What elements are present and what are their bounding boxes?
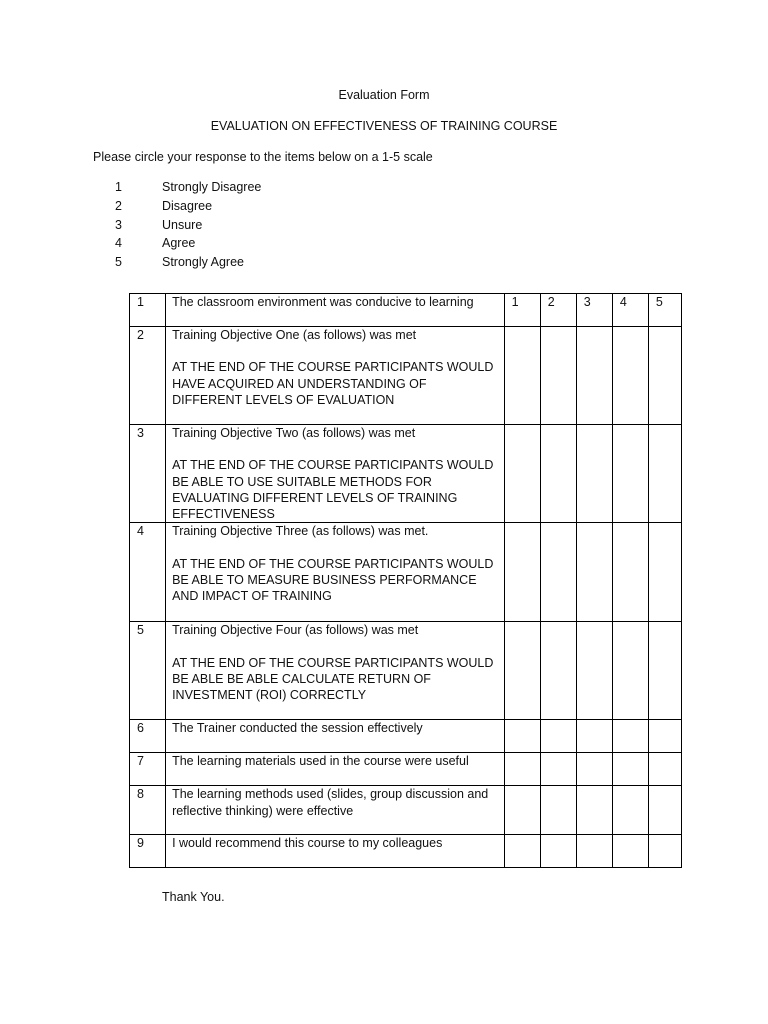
- scale-value: 4: [115, 236, 122, 251]
- rating-cell[interactable]: [504, 720, 540, 753]
- rating-cell[interactable]: [612, 425, 648, 523]
- item-number: 4: [130, 523, 166, 622]
- rating-cell[interactable]: [648, 523, 681, 622]
- item-statement-cell: [166, 753, 505, 786]
- rating-header-4[interactable]: 4: [612, 294, 648, 327]
- rating-cell[interactable]: [576, 622, 612, 720]
- scale-row: [115, 236, 261, 255]
- rating-header-5[interactable]: 5: [648, 294, 681, 327]
- rating-cell[interactable]: [648, 425, 681, 523]
- closing-text: Thank You.: [162, 890, 225, 904]
- rating-cell[interactable]: [648, 835, 681, 868]
- scale-label: Agree: [162, 236, 196, 251]
- rating-cell[interactable]: [504, 327, 540, 425]
- rating-cell[interactable]: [612, 327, 648, 425]
- item-statement: Training Objective Three (as follows) was met.: [172, 524, 429, 539]
- table-row: [130, 720, 682, 753]
- item-statement-cell: [166, 327, 505, 425]
- table-row: [130, 835, 682, 868]
- item-objective: AT THE END OF THE COURSE PARTICIPANTS WOULD BE ABLE TO MEASURE BUSINESS PERFORMANCE AND IMPACT OF TRAINING: [172, 556, 494, 604]
- item-statement-cell: [166, 835, 505, 868]
- item-statement-cell: [166, 425, 505, 523]
- rating-cell[interactable]: [540, 753, 576, 786]
- table-row: [130, 327, 682, 425]
- item-objective: AT THE END OF THE COURSE PARTICIPANTS WOULD BE ABLE TO USE SUITABLE METHODS FOR EVALUATING DIFFERENT LEVELS OF TRAINING EFFECTIVENESS: [172, 458, 494, 522]
- item-number: 7: [130, 753, 166, 786]
- rating-cell[interactable]: [540, 720, 576, 753]
- item-number: 9: [130, 835, 166, 868]
- scale-value: 3: [115, 217, 122, 232]
- rating-cell[interactable]: [648, 720, 681, 753]
- rating-cell[interactable]: [576, 327, 612, 425]
- rating-cell[interactable]: [576, 523, 612, 622]
- item-statement: Training Objective One (as follows) was met: [172, 328, 417, 342]
- rating-cell[interactable]: [540, 327, 576, 425]
- rating-cell[interactable]: [504, 786, 540, 835]
- rating-cell[interactable]: [504, 835, 540, 868]
- rating-header-1[interactable]: 1: [504, 294, 540, 327]
- item-statement: The learning methods used (slides, group discussion and reflective thinking) were effective: [172, 787, 489, 818]
- item-number: 8: [130, 786, 166, 835]
- item-statement-cell: [166, 523, 505, 622]
- form-subtitle: EVALUATION ON EFFECTIVENESS OF TRAINING COURSE: [210, 119, 558, 133]
- rating-cell[interactable]: [576, 835, 612, 868]
- rating-cell[interactable]: [540, 425, 576, 523]
- form-title: Evaluation Form: [338, 88, 430, 102]
- rating-cell[interactable]: [504, 753, 540, 786]
- item-statement-cell: [166, 294, 505, 327]
- rating-cell[interactable]: [648, 753, 681, 786]
- rating-cell[interactable]: [540, 835, 576, 868]
- item-number: 6: [130, 720, 166, 753]
- scale-value: 1: [115, 180, 122, 194]
- scale-row: [115, 255, 261, 274]
- rating-cell[interactable]: [612, 753, 648, 786]
- rating-cell[interactable]: [612, 720, 648, 753]
- item-statement: The classroom environment was conducive to learning: [172, 295, 474, 309]
- scale-label: Strongly Disagree: [162, 180, 262, 194]
- scale-value: 2: [115, 198, 122, 213]
- scale-label: Unsure: [162, 217, 203, 232]
- item-number: 2: [130, 327, 166, 425]
- rating-cell[interactable]: [648, 327, 681, 425]
- scale-label: Strongly Agree: [162, 255, 244, 270]
- rating-cell[interactable]: [540, 622, 576, 720]
- table-row: [130, 622, 682, 720]
- scale-row: [115, 180, 261, 199]
- item-objective: AT THE END OF THE COURSE PARTICIPANTS WOULD HAVE ACQUIRED AN UNDERSTANDING OF DIFFERENT LEVELS OF EVALUATION: [172, 360, 494, 407]
- item-statement-cell: [166, 786, 505, 835]
- table-row: [130, 425, 682, 523]
- rating-cell[interactable]: [612, 622, 648, 720]
- item-statement: The learning materials used in the course were useful: [172, 754, 469, 769]
- rating-header-3[interactable]: 3: [576, 294, 612, 327]
- instruction-text: Please circle your response to the items below on a 1-5 scale: [93, 150, 433, 164]
- evaluation-table: [129, 293, 682, 868]
- item-statement-cell: [166, 622, 505, 720]
- rating-cell[interactable]: [648, 786, 681, 835]
- rating-cell[interactable]: [576, 786, 612, 835]
- rating-cell[interactable]: [576, 720, 612, 753]
- scale-value: 5: [115, 255, 122, 270]
- rating-scale-legend: [115, 180, 261, 274]
- scale-row: [115, 199, 261, 218]
- item-number: 1: [130, 294, 166, 327]
- rating-cell[interactable]: [576, 425, 612, 523]
- scale-row: [115, 218, 261, 237]
- rating-cell[interactable]: [612, 786, 648, 835]
- item-number: 3: [130, 425, 166, 523]
- rating-cell[interactable]: [612, 835, 648, 868]
- rating-cell[interactable]: [612, 523, 648, 622]
- rating-cell[interactable]: [540, 523, 576, 622]
- item-statement-cell: [166, 720, 505, 753]
- item-objective: AT THE END OF THE COURSE PARTICIPANTS WOULD BE ABLE BE ABLE CALCULATE RETURN OF INVESTMENT (ROI) CORRECTLY: [172, 655, 494, 703]
- item-number: 5: [130, 622, 166, 720]
- item-statement: Training Objective Four (as follows) was met: [172, 623, 419, 638]
- rating-cell[interactable]: [504, 425, 540, 523]
- rating-cell[interactable]: [504, 523, 540, 622]
- rating-cell[interactable]: [648, 622, 681, 720]
- table-row: [130, 753, 682, 786]
- item-statement: The Trainer conducted the session effectively: [172, 721, 423, 736]
- rating-header-2[interactable]: 2: [540, 294, 576, 327]
- rating-cell[interactable]: [540, 786, 576, 835]
- scale-label: Disagree: [162, 198, 213, 213]
- table-row: [130, 294, 682, 327]
- rating-cell[interactable]: [504, 622, 540, 720]
- table-row: [130, 523, 682, 622]
- item-statement: Training Objective Two (as follows) was met: [172, 426, 416, 440]
- table-row: [130, 786, 682, 835]
- item-statement: I would recommend this course to my colleagues: [172, 836, 443, 851]
- rating-cell[interactable]: [576, 753, 612, 786]
